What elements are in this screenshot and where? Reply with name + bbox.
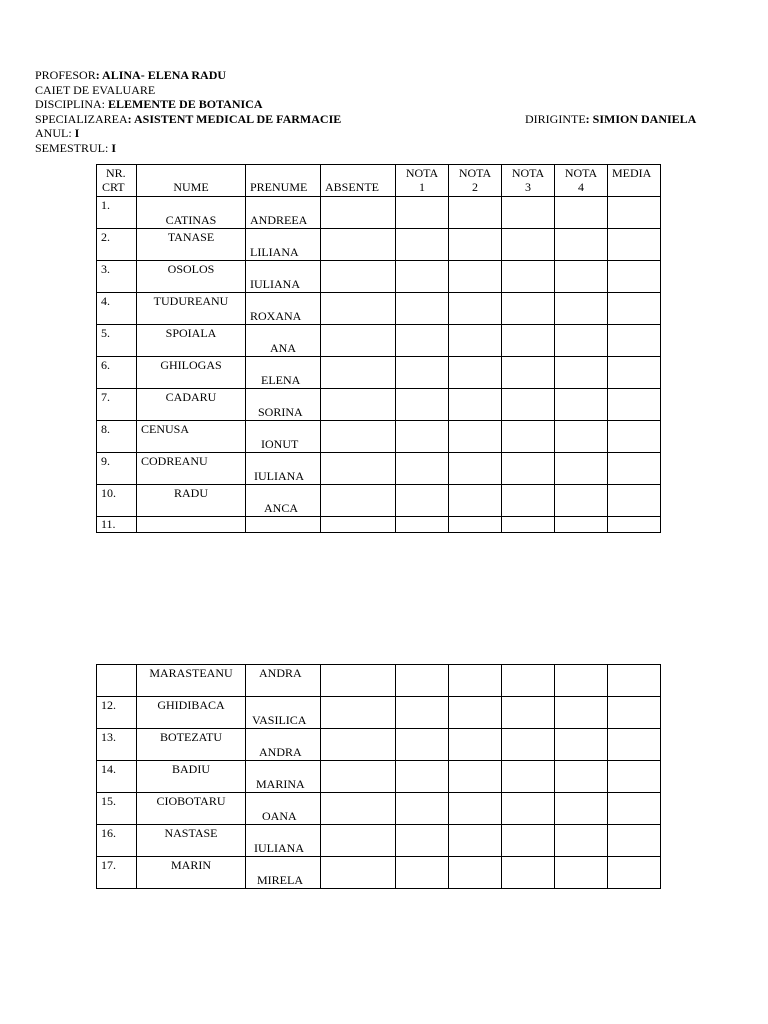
nota-cell (502, 325, 555, 357)
absente-cell (321, 517, 396, 533)
nota-cell (502, 229, 555, 261)
nota-cell (449, 793, 502, 825)
absente-cell (321, 197, 396, 229)
nota-cell (396, 325, 449, 357)
media-cell (608, 825, 661, 857)
col-media (608, 165, 661, 197)
nota-cell (555, 421, 608, 453)
anul-label: ANUL: (35, 126, 75, 141)
table-row (97, 389, 661, 421)
nota-cell (396, 761, 449, 793)
nota-cell (449, 453, 502, 485)
nota-cell (502, 517, 555, 533)
row-prenume: MARINA (256, 777, 305, 791)
col-nota2-line2: 2 (472, 180, 478, 194)
row-nr: 9. (101, 454, 110, 468)
nota-cell (502, 665, 555, 697)
row-nr: 12. (101, 698, 116, 712)
table-header-row (97, 165, 661, 197)
table-row (97, 825, 661, 857)
media-cell (608, 485, 661, 517)
absente-cell (321, 825, 396, 857)
col-nota3-line1: NOTA (511, 166, 545, 180)
table-row (97, 229, 661, 261)
nota-cell (555, 485, 608, 517)
table-row (97, 761, 661, 793)
row-prenume: ANDREEA (250, 213, 308, 227)
row-nr: 10. (101, 486, 116, 500)
col-nota-3 (502, 165, 555, 197)
prenume-cell (246, 517, 321, 533)
col-nota-2 (449, 165, 502, 197)
row-nr: 5. (101, 326, 110, 340)
nota-cell (555, 453, 608, 485)
nota-cell (502, 197, 555, 229)
table-row (97, 293, 661, 325)
nota-cell (502, 421, 555, 453)
diriginte-value: : SIMION DANIELA (585, 111, 697, 126)
semestrul-label: SEMESTRUL: (35, 140, 112, 155)
nume-cell (137, 517, 246, 533)
disciplina-value: ELEMENTE DE BOTANICA (108, 97, 263, 112)
media-cell (608, 665, 661, 697)
row-prenume: IULIANA (250, 277, 300, 291)
media-cell (608, 325, 661, 357)
table-row (97, 357, 661, 389)
col-nume-label: NUME (173, 180, 209, 194)
col-prenume-label: PRENUME (250, 180, 308, 194)
row-nume: BADIU (172, 762, 210, 776)
row-nume: CADARU (165, 390, 217, 404)
nota-cell (396, 389, 449, 421)
table-row (97, 857, 661, 889)
nota-cell (396, 825, 449, 857)
nota-cell (449, 197, 502, 229)
media-cell (608, 697, 661, 729)
profesor-value: : ALINA- ELENA RADU (95, 68, 227, 82)
nota-cell (396, 421, 449, 453)
absente-cell (321, 421, 396, 453)
col-nr-line2: CRT (102, 180, 125, 194)
specializarea-label: SPECIALIZAREA (35, 111, 128, 126)
nota-cell (502, 761, 555, 793)
diriginte (525, 112, 696, 127)
table-row (97, 793, 661, 825)
nota-cell (502, 729, 555, 761)
nota-cell (449, 729, 502, 761)
profesor-line (35, 68, 735, 83)
row-nume: SPOIALA (165, 326, 217, 340)
semestrul-value: I (111, 140, 117, 155)
nota-cell (555, 197, 608, 229)
media-cell (608, 389, 661, 421)
row-nr: 3. (101, 262, 110, 276)
col-nota-4 (555, 165, 608, 197)
nota-cell (396, 517, 449, 533)
nota-cell (555, 389, 608, 421)
absente-cell (321, 857, 396, 889)
specializarea-value: : ASISTENT MEDICAL DE FARMACIE (127, 111, 342, 126)
absente-cell (321, 261, 396, 293)
row-prenume: ANDRA (259, 666, 302, 680)
nota-cell (502, 293, 555, 325)
row-nume: NASTASE (164, 826, 218, 840)
row-nume: GHILOGAS (160, 358, 222, 372)
nota-cell (396, 697, 449, 729)
row-prenume: ELENA (261, 373, 301, 387)
nota-cell (396, 229, 449, 261)
row-prenume: IULIANA (254, 469, 304, 483)
nota-cell (449, 357, 502, 389)
media-cell (608, 517, 661, 533)
col-nota-1 (396, 165, 449, 197)
row-nume: TUDUREANU (153, 294, 229, 308)
media-cell (608, 197, 661, 229)
table-row (97, 485, 661, 517)
nota-cell (555, 697, 608, 729)
nota-cell (396, 857, 449, 889)
row-nr: 2. (101, 230, 110, 244)
absente-cell (321, 697, 396, 729)
row-nr: 1. (101, 198, 110, 212)
nota-cell (555, 261, 608, 293)
nota-cell (555, 729, 608, 761)
row-nume: BOTEZATU (160, 730, 222, 744)
nota-cell (555, 517, 608, 533)
row-nume: TANASE (167, 230, 215, 244)
nota-cell (555, 857, 608, 889)
absente-cell (321, 453, 396, 485)
row-nr: 13. (101, 730, 116, 744)
nota-cell (555, 357, 608, 389)
nota-cell (502, 485, 555, 517)
absente-cell (321, 485, 396, 517)
col-absente-label: ABSENTE (325, 180, 379, 194)
absente-cell (321, 793, 396, 825)
table-row (97, 517, 661, 533)
row-prenume: ROXANA (250, 309, 302, 323)
row-nume: CODREANU (141, 454, 208, 468)
disciplina-line (35, 97, 735, 112)
row-nume: MARIN (170, 858, 211, 872)
row-nume: RADU (173, 486, 208, 500)
nota-cell (555, 325, 608, 357)
row-nr: 11. (101, 517, 116, 531)
nota-cell (502, 261, 555, 293)
nota-cell (449, 761, 502, 793)
row-nume: CENUSA (141, 422, 190, 436)
semestrul-line (35, 141, 735, 156)
media-cell (608, 261, 661, 293)
row-nume: CIOBOTARU (156, 794, 226, 808)
media-cell (608, 793, 661, 825)
nota-cell (502, 697, 555, 729)
caiet-title: CAIET DE EVALUARE (35, 82, 156, 97)
nota-cell (396, 665, 449, 697)
row-nr: 6. (101, 358, 110, 372)
media-cell (608, 729, 661, 761)
row-nr: 17. (101, 858, 116, 872)
table-row (97, 261, 661, 293)
col-nota4-line1: NOTA (564, 166, 598, 180)
absente-cell (321, 229, 396, 261)
row-prenume: ANA (270, 341, 296, 355)
absente-cell (321, 293, 396, 325)
row-nr: 4. (101, 294, 110, 308)
absente-cell (321, 729, 396, 761)
col-nr-crt (97, 165, 137, 197)
nota-cell (449, 665, 502, 697)
nota-cell (502, 857, 555, 889)
table-row (97, 453, 661, 485)
row-nr: 7. (101, 390, 110, 404)
row-prenume: SORINA (258, 405, 303, 419)
disciplina-label: DISCIPLINA: (35, 97, 109, 112)
col-nume (137, 165, 246, 197)
row-prenume: IONUT (261, 437, 299, 451)
nota-cell (449, 421, 502, 453)
table-row (97, 665, 661, 697)
media-cell (608, 357, 661, 389)
nota-cell (449, 389, 502, 421)
absente-cell (321, 665, 396, 697)
nota-cell (396, 261, 449, 293)
table-row (97, 421, 661, 453)
col-nota4-line2: 4 (578, 180, 584, 194)
anul-value: I (74, 126, 80, 141)
nota-cell (502, 357, 555, 389)
col-nota2-line1: NOTA (458, 166, 492, 180)
media-cell (608, 293, 661, 325)
col-prenume (246, 165, 321, 197)
row-prenume: VASILICA (252, 713, 307, 727)
nota-cell (555, 229, 608, 261)
row-nr: 15. (101, 794, 116, 808)
nota-cell (449, 261, 502, 293)
media-cell (608, 421, 661, 453)
row-nr: 16. (101, 826, 116, 840)
row-nume: OSOLOS (167, 262, 215, 276)
row-prenume: IULIANA (254, 841, 304, 855)
nota-cell (449, 857, 502, 889)
nota-cell (449, 325, 502, 357)
media-cell (608, 857, 661, 889)
document-header (35, 68, 735, 156)
col-absente (321, 165, 396, 197)
row-prenume: ANCA (264, 501, 299, 515)
row-nume: CATINAS (165, 213, 217, 227)
absente-cell (321, 761, 396, 793)
diriginte-label: DIRIGINTE (525, 111, 586, 126)
table-row (97, 197, 661, 229)
media-cell (608, 453, 661, 485)
row-prenume: ANDRA (259, 745, 302, 759)
col-nota3-line2: 3 (525, 180, 531, 194)
nota-cell (502, 793, 555, 825)
nota-cell (555, 793, 608, 825)
nota-cell (449, 293, 502, 325)
row-prenume: OANA (262, 809, 297, 823)
nota-cell (396, 197, 449, 229)
row-nr: 14. (101, 762, 116, 776)
nota-cell (502, 825, 555, 857)
row-prenume: LILIANA (250, 245, 299, 259)
absente-cell (321, 389, 396, 421)
nota-cell (396, 453, 449, 485)
nota-cell (449, 517, 502, 533)
row-nume: GHIDIBACA (157, 698, 225, 712)
col-nr-line1: NR. (106, 166, 126, 180)
profesor-label: PROFESOR (35, 68, 96, 82)
table-row (97, 729, 661, 761)
col-media-label: MEDIA (612, 166, 652, 180)
nota-cell (502, 453, 555, 485)
nota-cell (449, 697, 502, 729)
media-cell (608, 229, 661, 261)
nota-cell (449, 229, 502, 261)
nota-cell (396, 357, 449, 389)
nota-cell (555, 293, 608, 325)
col-nota1-line1: NOTA (405, 166, 439, 180)
anul-line (35, 126, 735, 141)
nota-cell (449, 485, 502, 517)
table-row (97, 325, 661, 357)
row-prenume: MIRELA (257, 873, 303, 887)
nota-cell (396, 293, 449, 325)
nota-cell (449, 825, 502, 857)
nota-cell (555, 761, 608, 793)
nota-cell (396, 793, 449, 825)
row-nr: 8. (101, 422, 110, 436)
caiet-line (35, 83, 735, 98)
table-row (97, 697, 661, 729)
grades-table-page1 (96, 164, 661, 533)
grades-table-page2 (96, 664, 661, 889)
row-nume: MARASTEANU (149, 666, 233, 680)
nota-cell (502, 389, 555, 421)
media-cell (608, 761, 661, 793)
nota-cell (396, 729, 449, 761)
nota-cell (555, 825, 608, 857)
absente-cell (321, 325, 396, 357)
specializarea-line (35, 112, 735, 127)
nota-cell (396, 485, 449, 517)
col-nota1-line2: 1 (419, 180, 425, 194)
nota-cell (555, 665, 608, 697)
absente-cell (321, 357, 396, 389)
